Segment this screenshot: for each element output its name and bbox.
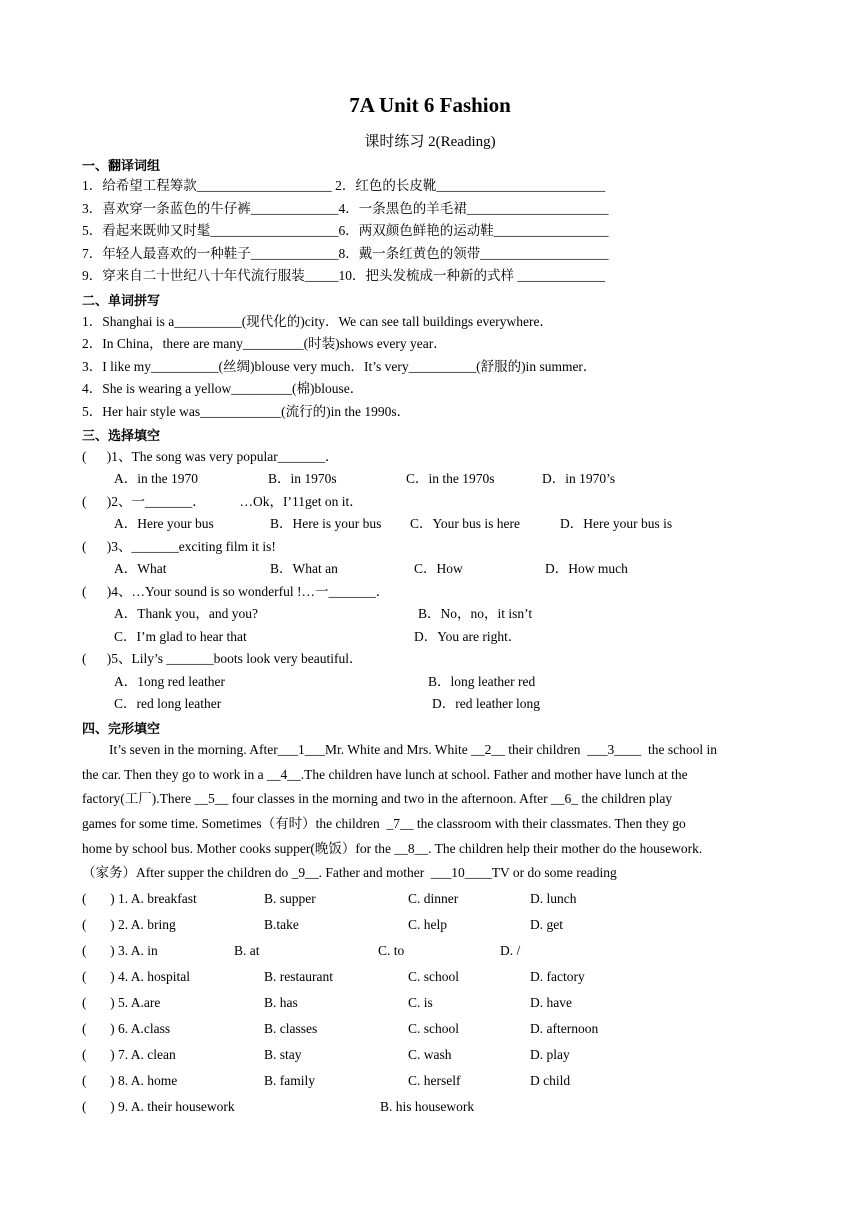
passage-line: （家务）After supper the children do _9__. Father and mother ___10____TV or do some reading xyxy=(82,865,617,880)
cloze-option: C. is xyxy=(408,995,433,1010)
part2-line: 2．In China，there are many_________(时装)shows every year． xyxy=(82,336,447,351)
cloze-option: B. family xyxy=(264,1073,315,1088)
part1-line: 1．给希望工程筹款____________________ 2．红色的长皮靴_________________________ xyxy=(82,178,606,193)
option: D．How much xyxy=(545,561,628,576)
option: B．What an xyxy=(270,561,338,576)
option: C．How xyxy=(414,561,463,576)
cloze-option: C. dinner xyxy=(408,891,459,906)
cloze-option: C. wash xyxy=(408,1047,452,1062)
passage-line: It’s seven in the morning. After___1___Mr. White and Mrs. White __2__ their children ___3____ the school in xyxy=(82,742,718,757)
option: D．Here your bus is xyxy=(560,516,673,531)
section-heading-cloze: 四、完形填空 xyxy=(82,722,161,737)
section-heading-spelling: 二、单词拼写 xyxy=(82,294,161,309)
option: B．long leather red xyxy=(428,674,536,689)
passage-line: home by school bus. Mother cooks supper(晚饭）for the __8__. The children help their mother do the housework. xyxy=(82,841,703,856)
cloze-option: B. restaurant xyxy=(264,969,333,984)
cloze-option: C. school xyxy=(408,969,460,984)
part1-line: 3．喜欢穿一条蓝色的牛仔裤_____________4．一条黑色的羊毛裙_____________________ xyxy=(82,201,609,216)
cloze-option: D. lunch xyxy=(530,891,577,906)
cloze-option: B. his housework xyxy=(380,1099,475,1114)
option: D．You are right． xyxy=(414,629,522,644)
passage-line: games for some time. Sometimes（有时）the children _7__ the classroom with their classmates. Then they go xyxy=(82,816,686,831)
cloze-item: ( ) 8. A. home xyxy=(82,1073,178,1088)
option: C．Your bus is here xyxy=(410,516,521,531)
section-heading-choice: 三、选择填空 xyxy=(82,429,161,444)
cloze-option: C. school xyxy=(408,1021,460,1036)
cloze-option: D. play xyxy=(530,1047,570,1062)
cloze-option: B.take xyxy=(264,917,299,932)
cloze-option: B. classes xyxy=(264,1021,318,1036)
option: C．red long leather xyxy=(114,696,222,711)
question: ( )5、Lily’s _______boots look very beautiful． xyxy=(82,651,363,666)
passage-line: the car. Then they go to work in a __4__.The children have lunch at school. Father and mother have lunch at the xyxy=(82,767,688,782)
option: A．Thank you，and you? xyxy=(114,606,258,621)
cloze-option: D. have xyxy=(530,995,572,1010)
page-title: 7A Unit 6 Fashion xyxy=(349,93,511,117)
question: ( )2、一_______． …Ok，I’11get on it． xyxy=(82,494,363,509)
option: A．1ong red leather xyxy=(114,674,225,689)
cloze-option: D. / xyxy=(500,943,521,958)
option: B．in 1970s xyxy=(268,471,337,486)
cloze-option: D. get xyxy=(530,917,563,932)
cloze-option: B. stay xyxy=(264,1047,302,1062)
option: D．in 1970’s xyxy=(542,471,616,486)
passage-line: factory(工厂).There __5__ four classes in the morning and two in the afternoon. After __6_ the children play xyxy=(82,791,673,806)
cloze-item: ( ) 1. A. breakfast xyxy=(82,891,197,906)
part1-line: 9．穿来自二十世纪八十年代流行服装_____10．把头发梳成一种新的式样 _____________ xyxy=(82,268,606,283)
part2-line: 1．Shanghai is a__________(现代化的)city．We can see tall buildings everywhere． xyxy=(82,314,553,329)
part2-line: 4．She is wearing a yellow_________(棉)blouse． xyxy=(82,381,364,396)
cloze-option: C. help xyxy=(408,917,447,932)
cloze-option: B. supper xyxy=(264,891,316,906)
question: ( )3、_______exciting film it is! xyxy=(82,539,276,554)
cloze-option: D. afternoon xyxy=(530,1021,599,1036)
cloze-item: ( ) 9. A. their housework xyxy=(82,1099,235,1114)
part2-line: 5．Her hair style was____________(流行的)in the 1990s． xyxy=(82,404,411,419)
cloze-option: D. factory xyxy=(530,969,585,984)
cloze-item: ( ) 5. A.are xyxy=(82,995,161,1010)
option: C．I’m glad to hear that xyxy=(114,629,247,644)
cloze-option: B. has xyxy=(264,995,298,1010)
option: A．What xyxy=(114,561,167,576)
page-subtitle: 课时练习 2(Reading) xyxy=(364,134,496,150)
option: A．Here your bus xyxy=(114,516,214,531)
part2-line: 3．I like my__________(丝绸)blouse very much．It’s very__________(舒服的)in summer． xyxy=(82,359,597,374)
option: D．red leather long xyxy=(432,696,540,711)
cloze-item: ( ) 6. A.class xyxy=(82,1021,171,1036)
cloze-item: ( ) 4. A. hospital xyxy=(82,969,190,984)
part1-line: 5．看起来既帅又时髦___________________6．两双颜色鲜艳的运动鞋_________________ xyxy=(82,223,609,238)
cloze-item: ( ) 3. A. in xyxy=(82,943,158,958)
option: B．Here is your bus xyxy=(270,516,382,531)
cloze-option: C. herself xyxy=(408,1073,461,1088)
option: B．No，no，it isn’t xyxy=(418,606,533,621)
cloze-option: B. at xyxy=(234,943,260,958)
option: C．in the 1970s xyxy=(406,471,495,486)
part1-line: 7．年轻人最喜欢的一种鞋子_____________8．戴一条红黄色的领带___________________ xyxy=(82,246,609,261)
section-heading-translate: 一、翻译词组 xyxy=(82,159,161,174)
cloze-option: C. to xyxy=(378,943,405,958)
cloze-item: ( ) 2. A. bring xyxy=(82,917,176,932)
cloze-item: ( ) 7. A. clean xyxy=(82,1047,176,1062)
question: ( )4、…Your sound is so wonderful !…一_______． xyxy=(82,584,390,599)
cloze-option: D child xyxy=(530,1073,571,1088)
question: ( )1、The song was very popular_______． xyxy=(82,449,339,464)
option: A．in the 1970 xyxy=(114,471,198,486)
